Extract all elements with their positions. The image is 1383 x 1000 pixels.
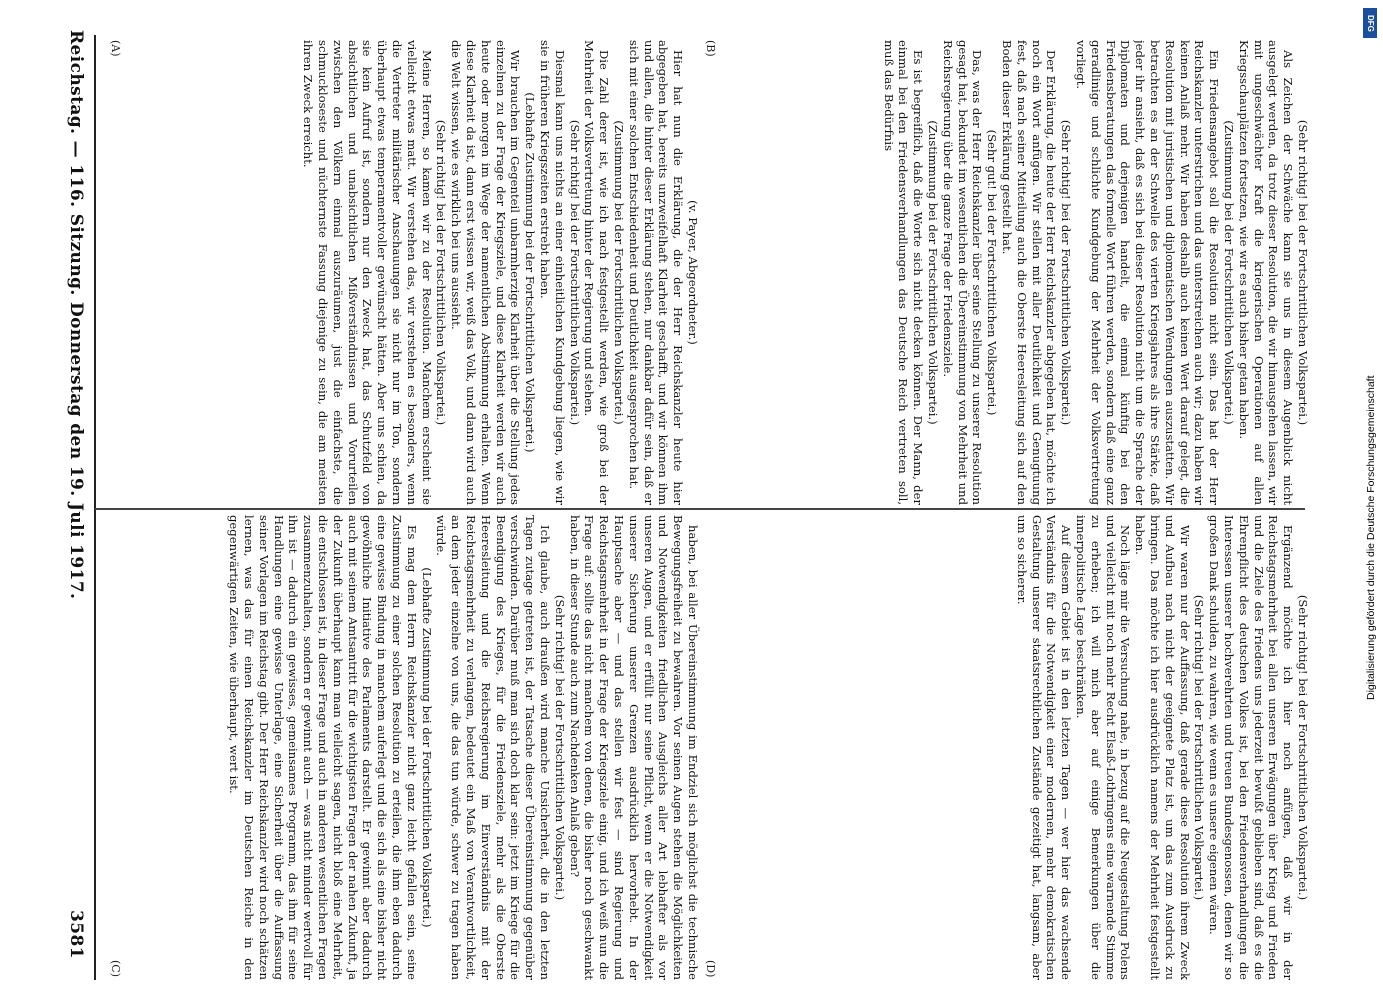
paragraph: (Zustimmung bei der Fortschrittlichen Volkspartei.) (612, 120, 627, 425)
paragraph: Der Erklärung, die heute der Herr Reichskanzler abgegeben hat, möchte ich noch ein Wort anfügen. Wir stellen mit aller Deutlichkeit und Genugtuung fest, daß nach seiner Mitteilung auch die Oberste Heeresleitung sich auf den Boden dieser Erklärung gestellt hat. (1000, 40, 1059, 505)
header-text: Reichstag. — 116. Sitzung. Donnerstag den 19. Juli 1917. (66, 30, 86, 600)
paragraph: Es mag dem Herrn Reichskanzler nicht ganz leicht gefallen sein, seine Zustimmung zu einer solchen Resolution zu erteilen, die ihm eben dadurch eine gewisse Bindung in manchem auferlegt und die sich als eine bisher nicht gewöhnliche Initiative des Parlaments darstellt. Er gewinnt aber dadurch auch mit seinem Amtsantritt für die wichtigsten Fragen der nahen Zukunft, ja der Zukunft überhaupt kann man vielleicht sagen, nicht bloß eine Mehrheit, die entschlossen ist, in dieser Frage und auch in anderen wesentlichen Fragen zusammenzuhalten, sondern er gewinnt auch — was nicht minder wertvoll für ihn ist — dadurch ein gewisses, gemeinsames Programm, das ihm für seine Handlungen eine gewisse Unterlage, eine Sicherheit über die Auffassung seiner Vorlagen im Reichstag gibt. Der Herr Reichskanzler wird noch schätzen lernen, was das für einen Reichskanzler im Deutschen Reiche in den gegenwärtigen Zeiten, wie überhaupt, wert ist. (227, 515, 419, 980)
paragraph: (Zustimmung bei der Fortschrittlichen Volkspartei.) (1222, 120, 1237, 425)
paragraph: Ich glaube, auch draußen wird manche Unsicherheit, die in den letzten Tagen zutage getreten ist, der Tatsache dieser Übereinstimmung gegenüber verschwinden. Darüber muß man sich doch klar sein: jetzt im Kriege für die Beendigung des Krieges, für die Friedensziele, mehr als die Oberste Heeresleitung und die Reichsregierung im Einverständnis mit der Reichstagsmehrheit zu verlangen, bedeutet ein Maß von Verantwortlichkeit, an dem jeder einzelne von uns, die das tun würde, schwer zu tragen haben würde. (434, 515, 553, 980)
margin-marker-c: (C) (109, 960, 122, 977)
text-column-left-top (100, 40, 700, 505)
paragraph: (Sehr richtig! bei der Fortschrittlichen Volkspartei.) (1192, 594, 1207, 901)
text-column-right-top (100, 515, 700, 980)
paragraph: (Sehr gut! bei der Fortschrittlichen Volkspartei.) (985, 129, 1000, 416)
paragraph: (v. Payer, Abgeordneter.) (686, 200, 700, 345)
paragraph: Auf diesem Gebiet ist in den letzten Tagen — wer hier das wachsende Verständnis für die Notwendigkeit einer modernen, mehr demokratischen Gestaltung unserer staatsrechtlichen Zustände gezeitigt hat, langsam, aber um so sicherer. (1014, 515, 1074, 980)
column-divider (95, 508, 1305, 510)
page-number: 3581 (66, 910, 86, 959)
paragraph: Noch läge mir die Versuchung nahe, in bezug auf die Neugestaltung Polens und vielleicht mit noch mehr Recht Elsaß-Lothringens eine warnende Stimme zu erheben; ich will mich aber auf einige Bemerkungen über die innerpolitische Lage beschränken. (1074, 515, 1133, 980)
text-column-right-bottom (710, 515, 1310, 980)
paragraph: (Sehr richtig! bei der Fortschrittlichen Volkspartei.) (1059, 119, 1074, 426)
paragraph: Diesmal kann uns nichts an einer einheitlichen Kundgebung liegen, wie wir sie in früheren Kriegszeiten erstrebt haben. (538, 40, 567, 505)
paragraph: (Lebhafte Zustimmung bei der Fortschrittlichen Volkspartei.) (419, 567, 434, 928)
paragraph: Wir waren nur der Auffassung, daß gerade diese Resolution ihrem Zweck und Aufbau nach nicht der geeignete Platz ist, um das zum Ausdruck zu bringen. Das möchte ich hier ausdrücklich namens der Mehrheit festgestellt haben. (1133, 515, 1192, 980)
paragraph: (Sehr richtig! bei der Fortschrittlichen Volkspartei.) (434, 119, 449, 426)
digitization-credit: Digitalisierung gefördert durch die Deutsche Forschungsgemeinschaft (1365, 375, 1377, 700)
margin-marker-a: (A) (109, 40, 122, 57)
paragraph: Wir brauchen im Gegenteil unbarmherzige Klarheit über die Stellung jedes einzelnen zu der Frage der Kriegsziele, und diese Klarheit werden wir auch heute oder morgen im Wege der namentlichen Abstimmung erhalten. Wenn diese Klarheit da ist, dann erst wissen wir, weiß das Volk, und dann wird auch die Welt wissen, wie es wirklich bei uns aussieht. (449, 40, 523, 505)
paragraph: (Sehr richtig! bei der Fortschrittlichen Volkspartei.) (567, 119, 582, 426)
margin-marker-b: (B) (704, 40, 717, 57)
paragraph: Hier hat nun die Erklärung, die der Herr Reichskanzler heute hier abgegeben hat, bereits unzweifelhaft Klarheit geschafft, und wir können ihm und allen, die hinter dieser Erklärung stehen, nur dankbar dafür sein, daß er sich mit einer solchen Entschiedenheit und Deutlichkeit ausgesprochen hat. (626, 40, 686, 505)
paragraph: (Sehr richtig! bei der Fortschrittlichen Volkspartei.) (552, 594, 567, 901)
paragraph: Ein Friedensangebot soll die Resolution nicht sein. Das hat der Herr Reichskanzler unterstrichen und das unterstreichen auch wir; dazu haben wir keinen Anlaß mehr. Wir haben deshalb auch keinen Wert darauf gelegt, die Resolution mit juristischen und diplomatischen Wendungen auszustatten. Wir betrachten es an der Schwelle des vierten Kriegsjahres als ihre Stärke, daß jeder ihr ansieht, daß es sich bei dieser Resolution nicht um die Sprache der Diplomaten und derjenigen handelt, die einmal künftig bei den Friedensberatungen das formelle Wort führen werden, sondern daß eine ganz geradlinige und schlichte Kundgebung der Mehrheit der Volksvertretung vorliegt. (1074, 40, 1222, 505)
paragraph: Das, was der Herr Reichskanzler über seine Stellung zu unserer Resolution gesagt hat, bekundet im wesentlichen die Übereinstimmung von Mehrheit und Reichsregierung über die ganze Frage der Friedensziele. (940, 40, 985, 505)
dfg-logo: DFG (1363, 8, 1377, 38)
paragraph: (Zustimmung bei der Fortschrittlichen Volkspartei.) (926, 120, 941, 425)
paragraph: haben, bei aller Übereinstimmung im Endziel sich möglichst die technische Bewegungsfreiheit zu bewahren. Vor seinen Augen stehen die Möglichkeiten und Notwendigkeiten friedlichen Ausgleichs aller Art lebhafter als vor unseren Augen, und er erfüllt nur seine Pflicht, wenn er die Notwendigkeit unserer Sicherung unserer Grenzen ausdrücklich hervorhebt. In der Hauptsache aber — und das stellen wir fest — sind Regierung und Reichstagsmehrheit in der Frage der Kriegsziele einig, und ich weiß nun die Frage auf: sollte das nicht manchem von denen, die bisher noch geschwankt haben, in dieser Stunde auch zum Nachdenken Anlaß geben? (567, 515, 700, 980)
text-column-left-bottom (710, 40, 1310, 505)
margin-marker-d: (D) (704, 960, 717, 978)
paragraph: Es ist begreiflich, daß die Worte sich nicht decken können. Der Mann, der einmal bei den Friedensverhandlungen das Deutsche Reich vertreten soll, muß das Bedürfnis (881, 40, 926, 505)
paragraph: Die Zahl derer ist, wie ich nach festgestellt werden, wie groß bei der Mehrheit der Volksvertretung hinter der Regierung und stehen. (582, 40, 612, 505)
running-header (66, 30, 86, 599)
paragraph: Ergänzend möchte ich hier noch anfügen, daß wir in der Reichstagsmehrheit bei allen unseren Erwägungen über Krieg und Frieden und die Ziele des Friedens uns jederzeit bewußt geblieben sind, daß es die Ehrenpflicht des deutschen Volkes ist, bei den Friedensverhandlungen die Interessen unserer hochverehrten und treuen Bundesgenossen, denen wir so großen Dank schulden, zu wahren, wie wenn es unsere eigenen wären. (1207, 515, 1296, 980)
paragraph: Als Zeichen der Schwäche kann sie uns in diesem Augenblick nicht ausgelegt werden, da trotz dieser Resolution, die wir hinausgehen lassen, wir mit ungeschwächter Kraft die kriegerischen Operationen auf allen Kriegsschauplätzen fortsetzen, wie wir es auch bisher getan haben. (1236, 40, 1296, 505)
paragraph: (Sehr richtig! bei der Fortschrittlichen Volkspartei.) (1296, 119, 1310, 426)
paragraph: (Lebhafte Zustimmung bei der Fortschrittlichen Volkspartei.) (523, 92, 538, 453)
paragraph: Meine Herren, so kamen wir zu der Resolution. Manchem erscheint sie vielleicht etwas matt. Wir verstehen das, wir verstehen es besonders, wenn die Vertreter militärischer Anschauungen sie nicht nur im Ton, sondern überhaupt etwas temperamentvoller gewünscht hätten. Aber uns schien, da sie kein Aufruf ist, sondern nur den Zweck hat, das Schutzfeld von absichtlichen und unabsichtlichen Mißverständnissen und Vorurteilen zwischen den Völkern einmal auszuräumen, just die einfachste, die schmuckloseste und nüchternste Fassung diejenige zu sein, die am meisten ihren Zweck erreicht. (301, 40, 434, 505)
paragraph: (Sehr richtig! bei der Fortschrittlichen Volkspartei.) (1296, 594, 1310, 901)
